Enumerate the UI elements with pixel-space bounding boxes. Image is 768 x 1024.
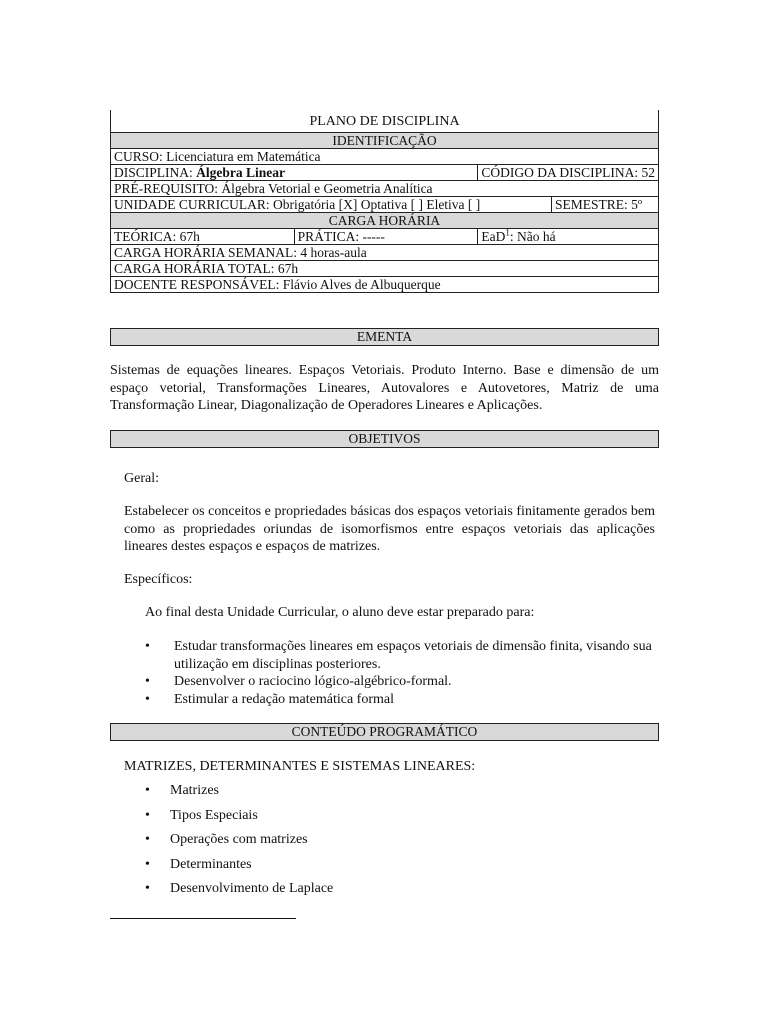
plan-title: PLANO DE DISCIPLINA xyxy=(111,110,659,133)
general-objective-text: Estabelecer os conceitos e propriedades básicas dos espaços vetoriais finitamente gerados bem como as propriedades oriundas de isomorfismos entre espaços vetoriais das aplicações lineares destes espaços e espaços de matrizes. xyxy=(124,504,655,554)
list-item: • Estudar transformações lineares em espaços vetoriais de dimensão finita, visando sua utilização em disciplinas posteriores. xyxy=(145,639,652,672)
discipline-field xyxy=(111,165,478,181)
practice-hours-field: PRÁTICA: ----- xyxy=(294,229,478,245)
general-objective-label: Geral: xyxy=(124,471,159,486)
bullet-icon: • xyxy=(145,881,150,896)
list-item: • Estimular a redação matemática formal xyxy=(145,691,395,707)
list-item: • Matrizes xyxy=(145,783,219,798)
ead-value: : Não há xyxy=(509,229,556,244)
curricular-unit-field: UNIDADE CURRICULAR: Obrigatória [X] Optativa [ ] Eletiva [ ] xyxy=(111,197,552,213)
program-section-title: MATRIZES, DETERMINANTES E SISTEMAS LINEARES: xyxy=(124,759,476,774)
discipline-label: DISCIPLINA: xyxy=(114,165,197,180)
semester-field: SEMESTRE: 5º xyxy=(552,197,659,213)
bullet-icon: • xyxy=(145,807,150,823)
footnote-marker: 1 xyxy=(505,228,510,238)
total-workload-field: CARGA HORÁRIA TOTAL: 67h xyxy=(111,261,659,277)
ementa-text: Sistemas de equações lineares. Espaços Vetoriais. Produto Interno. Base e dimensão de um espaço vetorial, Transformações Lineares, Autovalores e Autovetores, Matriz de uma Transformação Linear, Diagonalização de Operadores Lineares e Aplicações. xyxy=(110,363,659,413)
bullet-icon: • xyxy=(145,639,150,654)
weekly-workload-field: CARGA HORÁRIA SEMANAL: 4 horas-aula xyxy=(111,245,659,261)
teacher-field: DOCENTE RESPONSÁVEL: Flávio Alves de Albuquerque xyxy=(111,277,659,293)
list-item: • Desenvolvimento de Laplace xyxy=(145,881,334,896)
discipline-code-field: CÓDIGO DA DISCIPLINA: 52 xyxy=(478,165,659,181)
bullet-icon: • xyxy=(145,691,150,707)
course-field: CURSO: Licenciatura em Matemática xyxy=(111,149,659,165)
program-content-heading: CONTEÚDO PROGRAMÁTICO xyxy=(110,723,659,741)
bullet-icon: • xyxy=(145,783,150,798)
list-item: • Operações com matrizes xyxy=(145,832,308,847)
specific-objectives-intro: Ao final desta Unidade Curricular, o aluno deve estar preparado para: xyxy=(145,605,535,620)
prerequisite-field: PRÉ-REQUISITO: Álgebra Vetorial e Geometria Analítica xyxy=(111,181,659,197)
list-item: • Desenvolver o raciocino lógico-algébrico-formal. xyxy=(145,674,452,689)
workload-heading: CARGA HORÁRIA xyxy=(111,213,659,229)
objectives-heading: OBJETIVOS xyxy=(110,430,659,448)
distance-learning-field xyxy=(478,229,659,245)
identification-table xyxy=(110,110,659,293)
discipline-name: Álgebra Linear xyxy=(196,165,286,180)
list-item: • Determinantes xyxy=(145,856,252,872)
bullet-icon: • xyxy=(145,674,150,689)
program-content-list xyxy=(145,782,545,905)
list-item: • Tipos Especiais xyxy=(145,807,258,823)
bullet-icon: • xyxy=(145,832,150,847)
identification-heading: IDENTIFICAÇÃO xyxy=(111,133,659,149)
ementa-heading: EMENTA xyxy=(110,328,659,346)
ead-label: EaD xyxy=(481,229,506,244)
bullet-icon: • xyxy=(145,856,150,872)
specific-objectives-label: Específicos: xyxy=(124,572,193,587)
specific-objectives-list xyxy=(145,638,655,708)
theory-hours-field: TEÓRICA: 67h xyxy=(111,229,295,245)
footnote-separator xyxy=(110,918,296,919)
